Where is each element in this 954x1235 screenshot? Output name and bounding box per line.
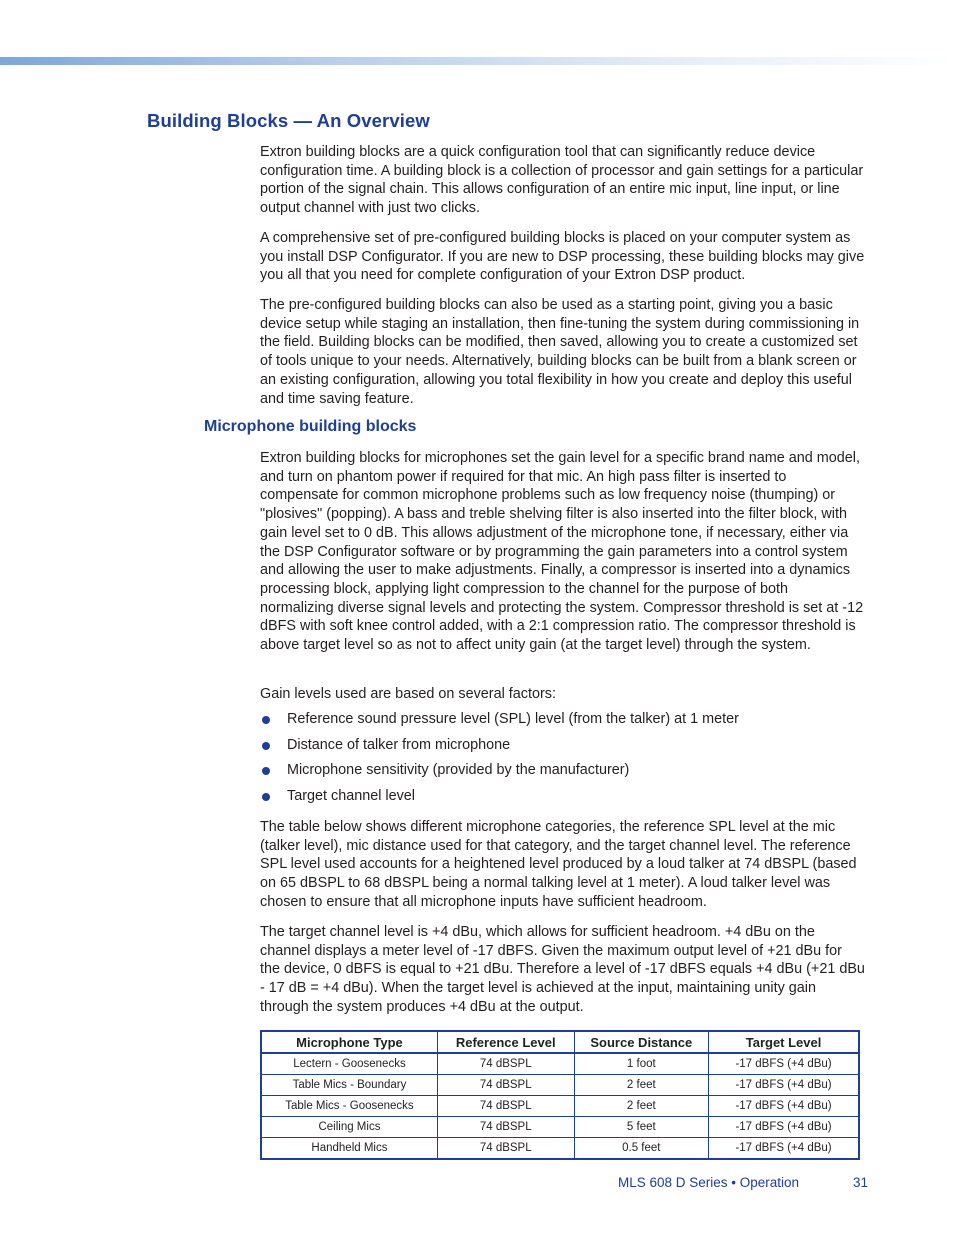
factor-text: Microphone sensitivity (provided by the manufacturer) bbox=[287, 762, 630, 779]
cell-source-distance: 0.5 feet bbox=[574, 1138, 709, 1160]
intro-paragraph-2: A comprehensive set of pre-configured building blocks is placed on your computer system as you install DSP Configurator. If you are new to DSP processing, these building blocks may give you all that you need for complete configuration of your Extron DSP product. bbox=[260, 230, 865, 284]
cell-source-distance: 2 feet bbox=[574, 1075, 709, 1096]
bullet-icon bbox=[262, 742, 270, 750]
cell-reference-level: 74 dBSPL bbox=[437, 1117, 574, 1138]
bullet-icon bbox=[262, 793, 270, 801]
section-subheading: Microphone building blocks bbox=[204, 418, 417, 435]
cell-reference-level: 74 dBSPL bbox=[437, 1138, 574, 1160]
header-source-distance: Source Distance bbox=[574, 1031, 709, 1053]
cell-microphone-type: Lectern - Goosenecks bbox=[261, 1053, 437, 1075]
cell-reference-level: 74 dBSPL bbox=[437, 1053, 574, 1075]
table-intro-paragraph: The table below shows different microphone categories, the reference SPL level at the mic (talker level), mic distance used for that category, and the target channel level. The reference SPL level used accounts for a heightened level produced by a loud talker at 74 dBSPL (based on 65 dBSPL to 68 dBSPL being a normal talking level at 1 meter). A loud talker level was chosen to ensure that all microphone inputs have sufficient headroom. bbox=[260, 819, 857, 910]
bullet-icon bbox=[262, 716, 270, 724]
list-item bbox=[260, 761, 739, 787]
cell-target-level: -17 dBFS (+4 dBu) bbox=[709, 1117, 859, 1138]
cell-source-distance: 2 feet bbox=[574, 1096, 709, 1117]
microphone-table bbox=[260, 1030, 860, 1160]
page-heading: Building Blocks — An Overview bbox=[147, 110, 430, 131]
mic-paragraph: Extron building blocks for microphones set the gain level for a specific brand name and model, and turn on phantom power if required for that mic. An high pass filter is inserted to compensate for common microphone problems such as low frequency noise (thumping) or "plosives" (popping). A bass and treble shelving filter is also inserted into the filter block, with gain level set to 0 dB. This allows adjustment of the microphone tone, if necessary, either via the DSP Configurator software or by programming the gain parameters into a control system and allowing the user to make adjustments. Finally, a compressor is inserted into a dynamics processing block, applying light compression to the channel for the purpose of both normalizing diverse signal levels and protecting the system. Compressor threshold is set at -12 dBFS with soft knee control added, with a 2:1 compression ratio. The compressor threshold is above target level so as not to affect unity gain (at the target level) through the system. bbox=[260, 450, 864, 654]
factor-text: Distance of talker from microphone bbox=[287, 736, 511, 753]
table-row bbox=[261, 1117, 859, 1138]
cell-microphone-type: Ceiling Mics bbox=[261, 1117, 437, 1138]
target-level-paragraph: The target channel level is +4 dBu, which allows for sufficient headroom. +4 dBu on the channel displays a meter level of -17 dBFS. Given the maximum output level of +21 dBu for the device, 0 dBFS is equal to +21 dBu. Therefore a level of -17 dBFS equals +4 dBu (+21 dBu - 17 dB = +4 dBu). When the target level is achieved at the input, maintaining unity gain through the system produces +4 dBu at the output. bbox=[260, 924, 865, 1015]
factor-text: Reference sound pressure level (SPL) level (from the talker) at 1 meter bbox=[287, 711, 739, 727]
table-row bbox=[261, 1053, 859, 1075]
cell-target-level: -17 dBFS (+4 dBu) bbox=[709, 1075, 859, 1096]
cell-target-level: -17 dBFS (+4 dBu) bbox=[709, 1138, 859, 1160]
cell-source-distance: 5 feet bbox=[574, 1117, 709, 1138]
factor-text: Target channel level bbox=[287, 788, 415, 805]
cell-target-level: -17 dBFS (+4 dBu) bbox=[709, 1053, 859, 1075]
header-band bbox=[0, 57, 954, 65]
table-row bbox=[261, 1075, 859, 1096]
footer-title: MLS 608 D Series • Operation bbox=[618, 1175, 800, 1190]
cell-reference-level: 74 dBSPL bbox=[437, 1096, 574, 1117]
table-row bbox=[261, 1096, 859, 1117]
factors-intro: Gain levels used are based on several factors: bbox=[260, 686, 556, 702]
cell-microphone-type: Handheld Mics bbox=[261, 1138, 437, 1160]
cell-source-distance: 1 foot bbox=[574, 1053, 709, 1075]
table-header-row bbox=[261, 1031, 859, 1053]
cell-target-level: -17 dBFS (+4 dBu) bbox=[709, 1096, 859, 1117]
cell-microphone-type: Table Mics - Boundary bbox=[261, 1075, 437, 1096]
header-reference-level: Reference Level bbox=[437, 1031, 574, 1053]
bullet-icon bbox=[262, 767, 270, 775]
page-number: 31 bbox=[853, 1175, 869, 1190]
intro-paragraph-3: The pre-configured building blocks can also be used as a starting point, giving you a basic device setup while staging an installation, then fine-tuning the system during commissioning in the field. Building blocks can be modified, then saved, allowing you to create a customized set of tools unique to your needs. Alternatively, building blocks can be built from a blank screen or an existing configuration, allowing you total flexibility in how you create and deploy this useful and time saving feature. bbox=[260, 297, 860, 407]
table-row bbox=[261, 1138, 859, 1160]
list-item bbox=[260, 736, 739, 762]
list-item bbox=[260, 710, 739, 736]
header-target-level: Target Level bbox=[709, 1031, 859, 1053]
list-item bbox=[260, 787, 739, 813]
header-microphone-type: Microphone Type bbox=[261, 1031, 437, 1053]
factors-list bbox=[260, 710, 739, 813]
cell-reference-level: 74 dBSPL bbox=[437, 1075, 574, 1096]
intro-paragraph-1: Extron building blocks are a quick configuration tool that can significantly reduce device configuration time. A building block is a collection of processor and gain settings for a particular portion of the signal chain. This allows configuration of an entire mic input, line input, or line output channel with just two clicks. bbox=[260, 144, 864, 217]
cell-microphone-type: Table Mics - Goosenecks bbox=[261, 1096, 437, 1117]
